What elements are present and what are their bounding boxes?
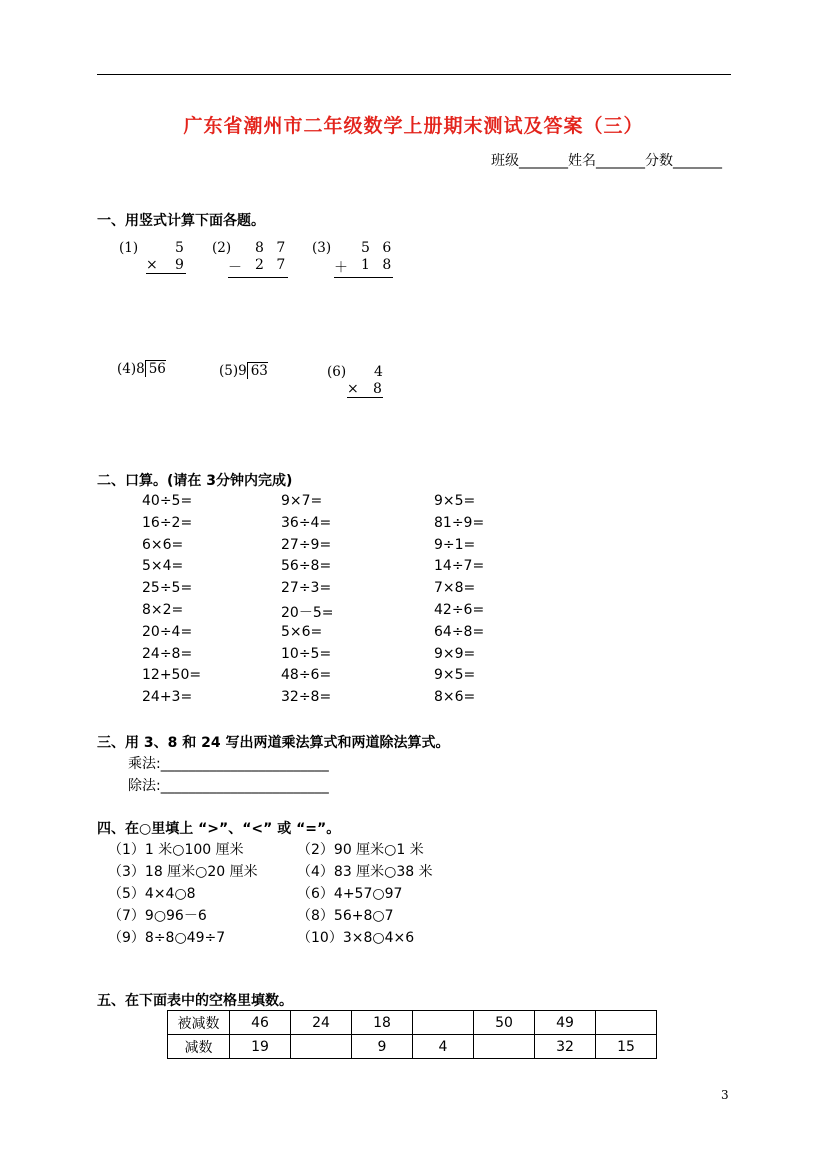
problem4-label: (4)8 (117, 361, 145, 377)
oral-problem: 9×7= (281, 493, 323, 509)
problem2-op: － (228, 260, 243, 276)
table-cell: 9 (352, 1035, 413, 1059)
division-blank[interactable]: ________________________ (160, 778, 329, 794)
problem3-top: 5 6 (361, 240, 393, 256)
problem6-bottom-row (347, 381, 383, 398)
page-title: 广东省潮州市二年级数学上册期末测试及答案（三） (183, 115, 644, 137)
table-cell-blank[interactable] (413, 1011, 474, 1035)
multiplication-line (128, 753, 329, 773)
problem2-bottom: 2 7 (255, 257, 287, 273)
oral-problem: 8×6= (434, 689, 476, 706)
oral-problem: 27÷9= (281, 536, 332, 553)
division-line (128, 775, 329, 795)
problem4 (117, 360, 166, 377)
header-rule (97, 74, 731, 75)
page-number: 3 (721, 1088, 729, 1102)
oral-problem: 9×5= (434, 667, 476, 684)
comparison-item: （8）56+8○7 (297, 908, 394, 924)
oral-problem: 9×9= (434, 645, 476, 662)
problem3-op: ＋ (334, 260, 349, 276)
table-cell: 32 (535, 1035, 596, 1059)
table-cell: 4 (413, 1035, 474, 1059)
multiplication-blank[interactable]: ________________________ (160, 756, 329, 772)
oral-problem: 10÷5= (281, 645, 332, 662)
table-cell: 24 (291, 1011, 352, 1035)
problem3-bottom: 1 8 (361, 257, 393, 273)
table-cell: 49 (535, 1011, 596, 1035)
comparison-item: （3）18 厘米○20 厘米 (108, 864, 258, 880)
problem5-dividend: 63 (247, 362, 268, 379)
table-row-subtrahend (168, 1035, 657, 1059)
oral-problem: 56÷8= (281, 558, 332, 575)
table-cell: 减数 (168, 1035, 230, 1059)
problem3-label: (3) (312, 240, 332, 256)
problem6-op: × (347, 381, 360, 397)
section4-heading: 四、在○里填上 “>”、“<” 或 “=”。 (97, 821, 341, 837)
oral-problem: 32÷8= (281, 689, 332, 706)
problem4-dividend: 56 (145, 360, 166, 377)
oral-problem: 5×4= (142, 558, 184, 575)
oral-problem: 36÷4= (281, 514, 332, 531)
table-cell: 19 (230, 1035, 291, 1059)
problem3-bottom-row (334, 257, 393, 278)
problem6-label: (6) (327, 364, 347, 380)
table-cell: 18 (352, 1011, 413, 1035)
oral-problem: 6×6= (142, 536, 184, 553)
comparison-item: （1）1 米○100 厘米 (108, 842, 244, 858)
oral-problem: 40÷5= (142, 493, 193, 509)
comparison-item: （9）8÷8○49÷7 (108, 930, 226, 946)
class-info-line: 班级_______姓名_______分数_______ (491, 153, 722, 169)
section2-heading: 二、口算。(请在 3分钟内完成) (97, 473, 293, 489)
table-cell-blank[interactable] (596, 1011, 657, 1035)
comparison-item: （2）90 厘米○1 米 (297, 842, 424, 858)
table-cell: 被减数 (168, 1011, 230, 1035)
oral-problem: 9×5= (434, 493, 476, 509)
section3-heading: 三、用 3、8 和 24 写出两道乘法算式和两道除法算式。 (97, 735, 450, 751)
section5-heading: 五、在下面表中的空格里填数。 (97, 993, 293, 1009)
oral-problem: 24+3= (142, 689, 193, 706)
problem1-label: (1) (119, 240, 139, 256)
comparison-item: （7）9○96－6 (108, 908, 207, 924)
problem5 (219, 362, 268, 379)
oral-problem: 16÷2= (142, 514, 193, 531)
oral-problem: 20－5= (281, 605, 334, 621)
oral-problem: 7×8= (434, 580, 476, 597)
subtraction-table (167, 1010, 657, 1059)
oral-problem: 24÷8= (142, 645, 193, 662)
oral-problem: 8×2= (142, 602, 184, 618)
oral-problem: 64÷8= (434, 623, 485, 640)
division-label: 除法: (128, 778, 161, 794)
problem2-label: (2) (212, 240, 232, 256)
table-cell: 50 (474, 1011, 535, 1035)
problem1-top: 5 (175, 240, 185, 256)
problem6-top: 4 (374, 364, 384, 380)
oral-problem: 25÷5= (142, 580, 193, 597)
problem1-op: × (146, 257, 159, 273)
problem2-bottom-row (228, 257, 288, 278)
section1-heading: 一、用竖式计算下面各题。 (97, 213, 265, 229)
table-row-minuend (168, 1011, 657, 1035)
problem1-bottom: 9 (175, 257, 185, 273)
table-cell: 15 (596, 1035, 657, 1059)
problem5-label: (5)9 (219, 363, 247, 379)
oral-problem: 81÷9= (434, 514, 485, 531)
comparison-item: （6）4+57○97 (297, 886, 403, 902)
problem2-top: 8 7 (255, 240, 287, 256)
oral-problem: 27÷3= (281, 580, 332, 597)
oral-problem: 20÷4= (142, 623, 193, 640)
oral-problem: 14÷7= (434, 558, 485, 575)
comparison-item: （4）83 厘米○38 米 (297, 864, 433, 880)
problem1-bottom-row (146, 257, 186, 274)
oral-problem: 12+50= (142, 667, 202, 684)
table-cell-blank[interactable] (291, 1035, 352, 1059)
oral-problem: 42÷6= (434, 602, 485, 618)
oral-problem: 48÷6= (281, 667, 332, 684)
comparison-item: （10）3×8○4×6 (297, 930, 415, 946)
multiplication-label: 乘法: (128, 756, 161, 772)
table-cell: 46 (230, 1011, 291, 1035)
problem6-bottom: 8 (373, 381, 383, 397)
table-cell-blank[interactable] (474, 1035, 535, 1059)
oral-problem: 9÷1= (434, 536, 476, 553)
oral-problem: 5×6= (281, 623, 323, 640)
comparison-item: （5）4×4○8 (108, 886, 196, 902)
